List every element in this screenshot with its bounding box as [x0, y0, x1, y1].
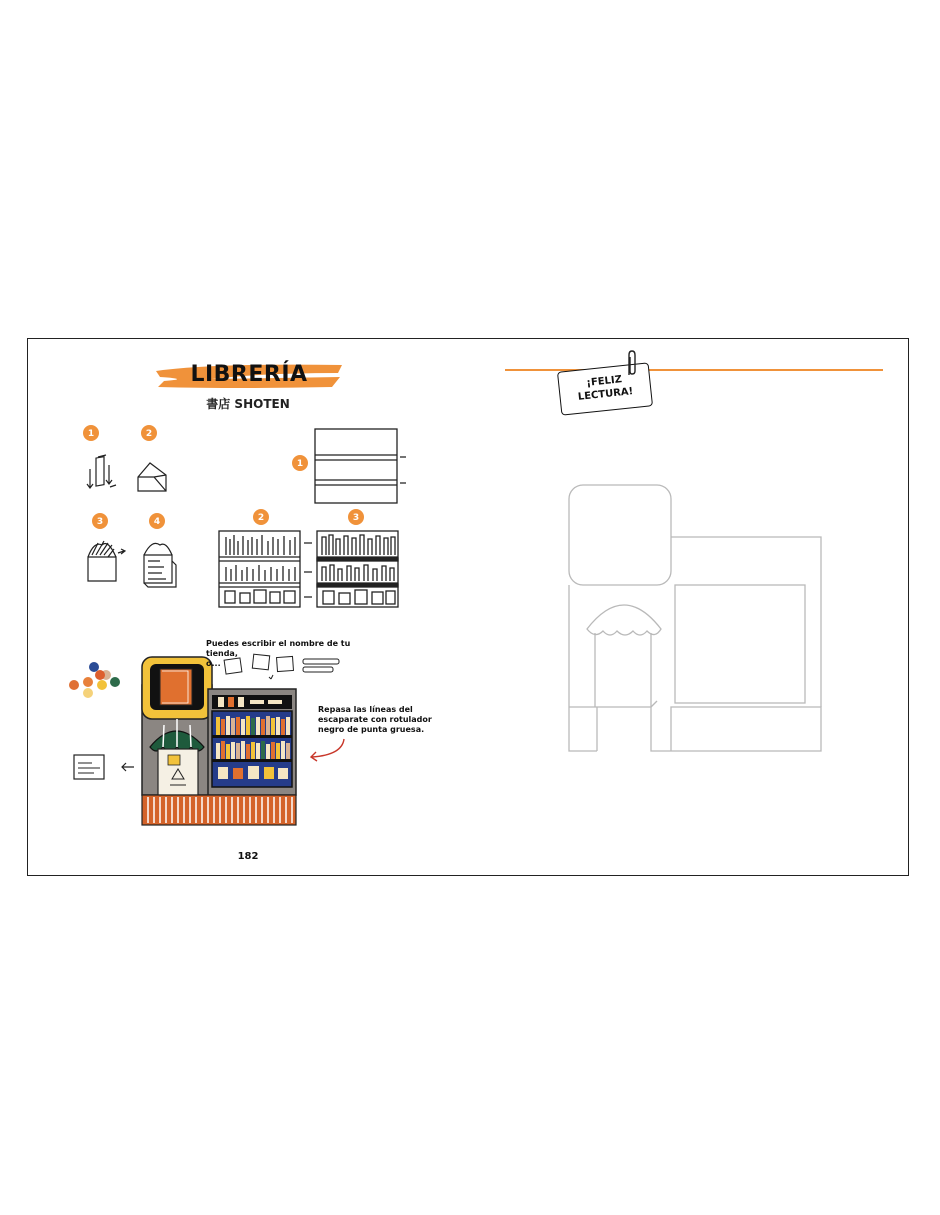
- step-num-1: 1: [87, 429, 95, 439]
- instruction-trace-line-3: negro de punta gruesa.: [318, 725, 425, 734]
- pointer-arrow-icon: [308, 737, 348, 763]
- page-number: 182: [237, 851, 259, 862]
- paperclip-icon: [623, 349, 639, 377]
- instruction-trace: [318, 705, 448, 735]
- step-num-4: 4: [153, 517, 161, 527]
- instruction-shop-name-line-1: Puedes escribir el nombre de tu tienda,: [206, 639, 351, 658]
- storefront-trace-outline: [567, 481, 857, 761]
- page-subtitle: 書店 SHOTEN: [206, 397, 290, 411]
- step-num-2: 2: [145, 429, 153, 439]
- shelf-step-num-1: 1: [296, 459, 304, 469]
- title-block: [154, 359, 344, 391]
- shelf-step-num-3: 3: [352, 513, 360, 523]
- step-num-3: 3: [96, 517, 104, 527]
- instruction-trace-line-2: escaparate con rotulador: [318, 715, 432, 724]
- tag-line-1: ¡FELIZ: [585, 374, 623, 389]
- page-title: LIBRERÍA: [190, 362, 308, 387]
- tag-line-2: LECTURA!: [577, 386, 634, 403]
- book-folding-steps: [68, 421, 188, 591]
- instruction-shop-name: [206, 639, 376, 669]
- left-page: [28, 339, 469, 876]
- color-dots: [66, 655, 126, 695]
- instruction-trace-line-1: Repasa las líneas del: [318, 705, 413, 714]
- shelf-step-num-2: 2: [257, 513, 265, 523]
- shelf-drawing-steps: [216, 427, 416, 612]
- book-spread: [27, 338, 909, 876]
- right-page: [469, 339, 909, 876]
- instruction-shop-name-line-2: o...: [206, 659, 221, 668]
